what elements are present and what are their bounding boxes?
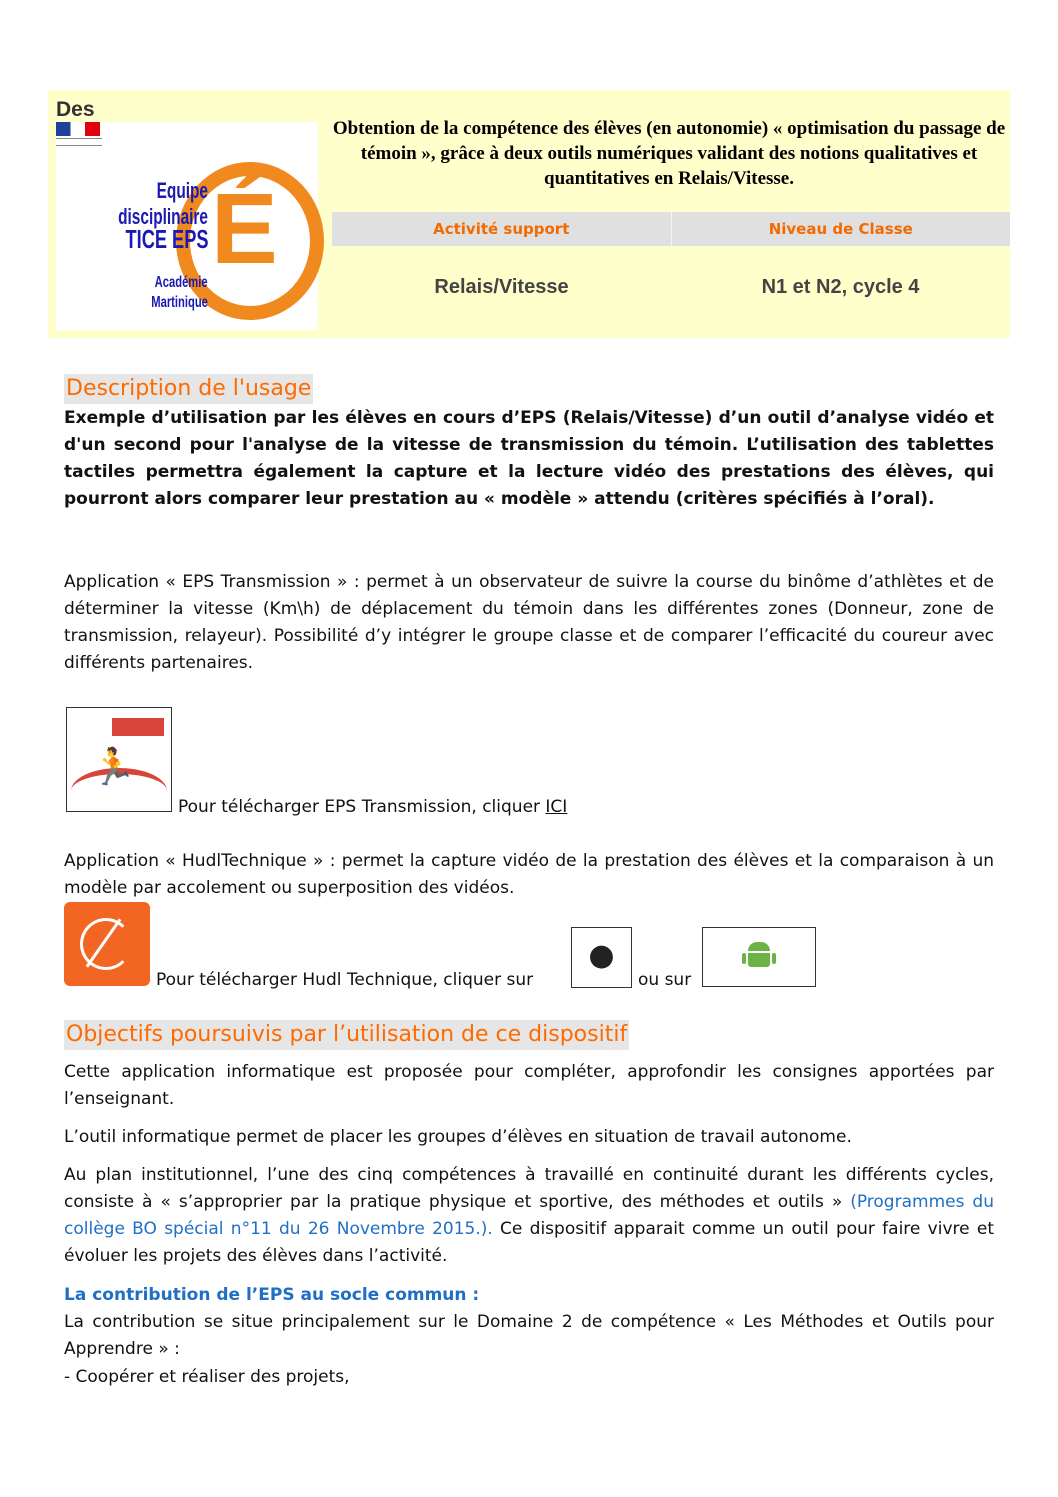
objectives-p3 (64, 1162, 994, 1270)
description-intro: Exemple d’utilisation par les élèves en cours d’EPS (Relais/Vitesse) d’un outil d’analyse vidéo et d'un second pour l'analyse de la vitesse de transmission du témoin. L’utilisation des tablettes tactiles permettra également la capture et la lecture vidéo des prestations des élèves, qui pourront alors comparer leur prestation au « modèle » attendu (critères spécifiés à l’oral). (64, 408, 994, 509)
activity-value: Relais/Vitesse (434, 276, 569, 298)
logo-line2: TICE EPS (125, 224, 208, 254)
objectives-p4: La contribution se situe principalement sur le Domaine 2 de compétence « Les Méthodes et Outils pour Apprendre » : (64, 1312, 994, 1359)
hudl-technique-app-icon[interactable] (64, 902, 150, 986)
objectives-p3-end: Ce dispositif apparait comme un outil pour faire vivre et évoluer les projets des élèves dans l’activité. (64, 1219, 994, 1266)
header-box (48, 90, 1010, 338)
objectives-heading: Objectifs poursuivis par l’utilisation de ce dispositif (64, 1020, 629, 1050)
objectives-p1: Cette application informatique est proposée pour compléter, approfondir les consignes apportées par l’enseignant. (64, 1062, 994, 1109)
eps-transmission-app-icon[interactable]: 🏃 (66, 707, 172, 812)
republique-flag-icon (56, 122, 100, 136)
programmes-link[interactable]: (Programmes du collège BO spécial n°11 du 26 Novembre 2015.). (64, 1192, 994, 1239)
level-header: Niveau de Classe (671, 212, 1011, 246)
document-title: Obtention de la compétence des élèves (en autonomie) « optimisation du passage de témoin », grâce à deux outils numériques validant des notions qualitatives et quantitatives en Relais/Vitesse. (332, 118, 1006, 189)
app1-description: Application « EPS Transmission » : permet à un observateur de suivre la course du binôme d’athlètes et de déterminer la vitesse (Km\h) de déplacement du témoin dans les différentes zones (Donneur, zone de transmission, relayeur). Possibilité d’y intégrer le groupe classe et de comparer l’efficacité du coureur avec différents partenaires. (64, 572, 994, 673)
objectives-p2: L’outil informatique permet de placer les groupes d’élèves en situation de travail autonome. (64, 1127, 852, 1147)
activity-header: Activité support (433, 220, 570, 238)
e-letter-icon: É (211, 173, 278, 285)
apple-store-button[interactable] (571, 927, 632, 988)
level-value: N1 et N2, cycle 4 (761, 276, 920, 298)
tice-eps-logo (56, 122, 318, 330)
info-table-header (332, 212, 1010, 246)
android-store-button[interactable] (702, 927, 816, 987)
apple-icon: ● (588, 938, 615, 973)
android-icon (748, 942, 770, 968)
objectives-p5: - Coopérer et réaliser des projets, (64, 1367, 350, 1387)
description-heading: Description de l'usage (64, 374, 313, 404)
app1-download-line (178, 794, 567, 821)
socle-subheading: La contribution de l’EPS au socle commun : (64, 1285, 480, 1305)
app1-download-link[interactable]: ICI (545, 797, 568, 817)
app1-download-text: Pour télécharger EPS Transmission, cliquer (178, 797, 546, 817)
app2-download-text: Pour télécharger Hudl Technique, cliquer sur (156, 970, 534, 990)
header-des: Des (56, 98, 95, 121)
republique-text-icon (56, 138, 102, 146)
objectives-p3-start: Au plan institutionnel, l’une des cinq compétences à travaillé en continuité durant les différents cycles, consiste à « s’approprier par la pratique physique et sportive, des méthodes et outils » (64, 1165, 994, 1212)
app2-description: Application « HudlTechnique » : permet la capture vidéo de la prestation des élèves et la comparaison à un modèle par accolement ou superposition des vidéos. (64, 851, 994, 898)
logo-line3: Académie (155, 274, 208, 291)
logo-line1: Equipe disciplinaire (118, 178, 208, 229)
or-on-text: ou sur (638, 970, 692, 990)
logo-line4: Martinique (151, 294, 208, 311)
info-table-values (332, 276, 1010, 299)
